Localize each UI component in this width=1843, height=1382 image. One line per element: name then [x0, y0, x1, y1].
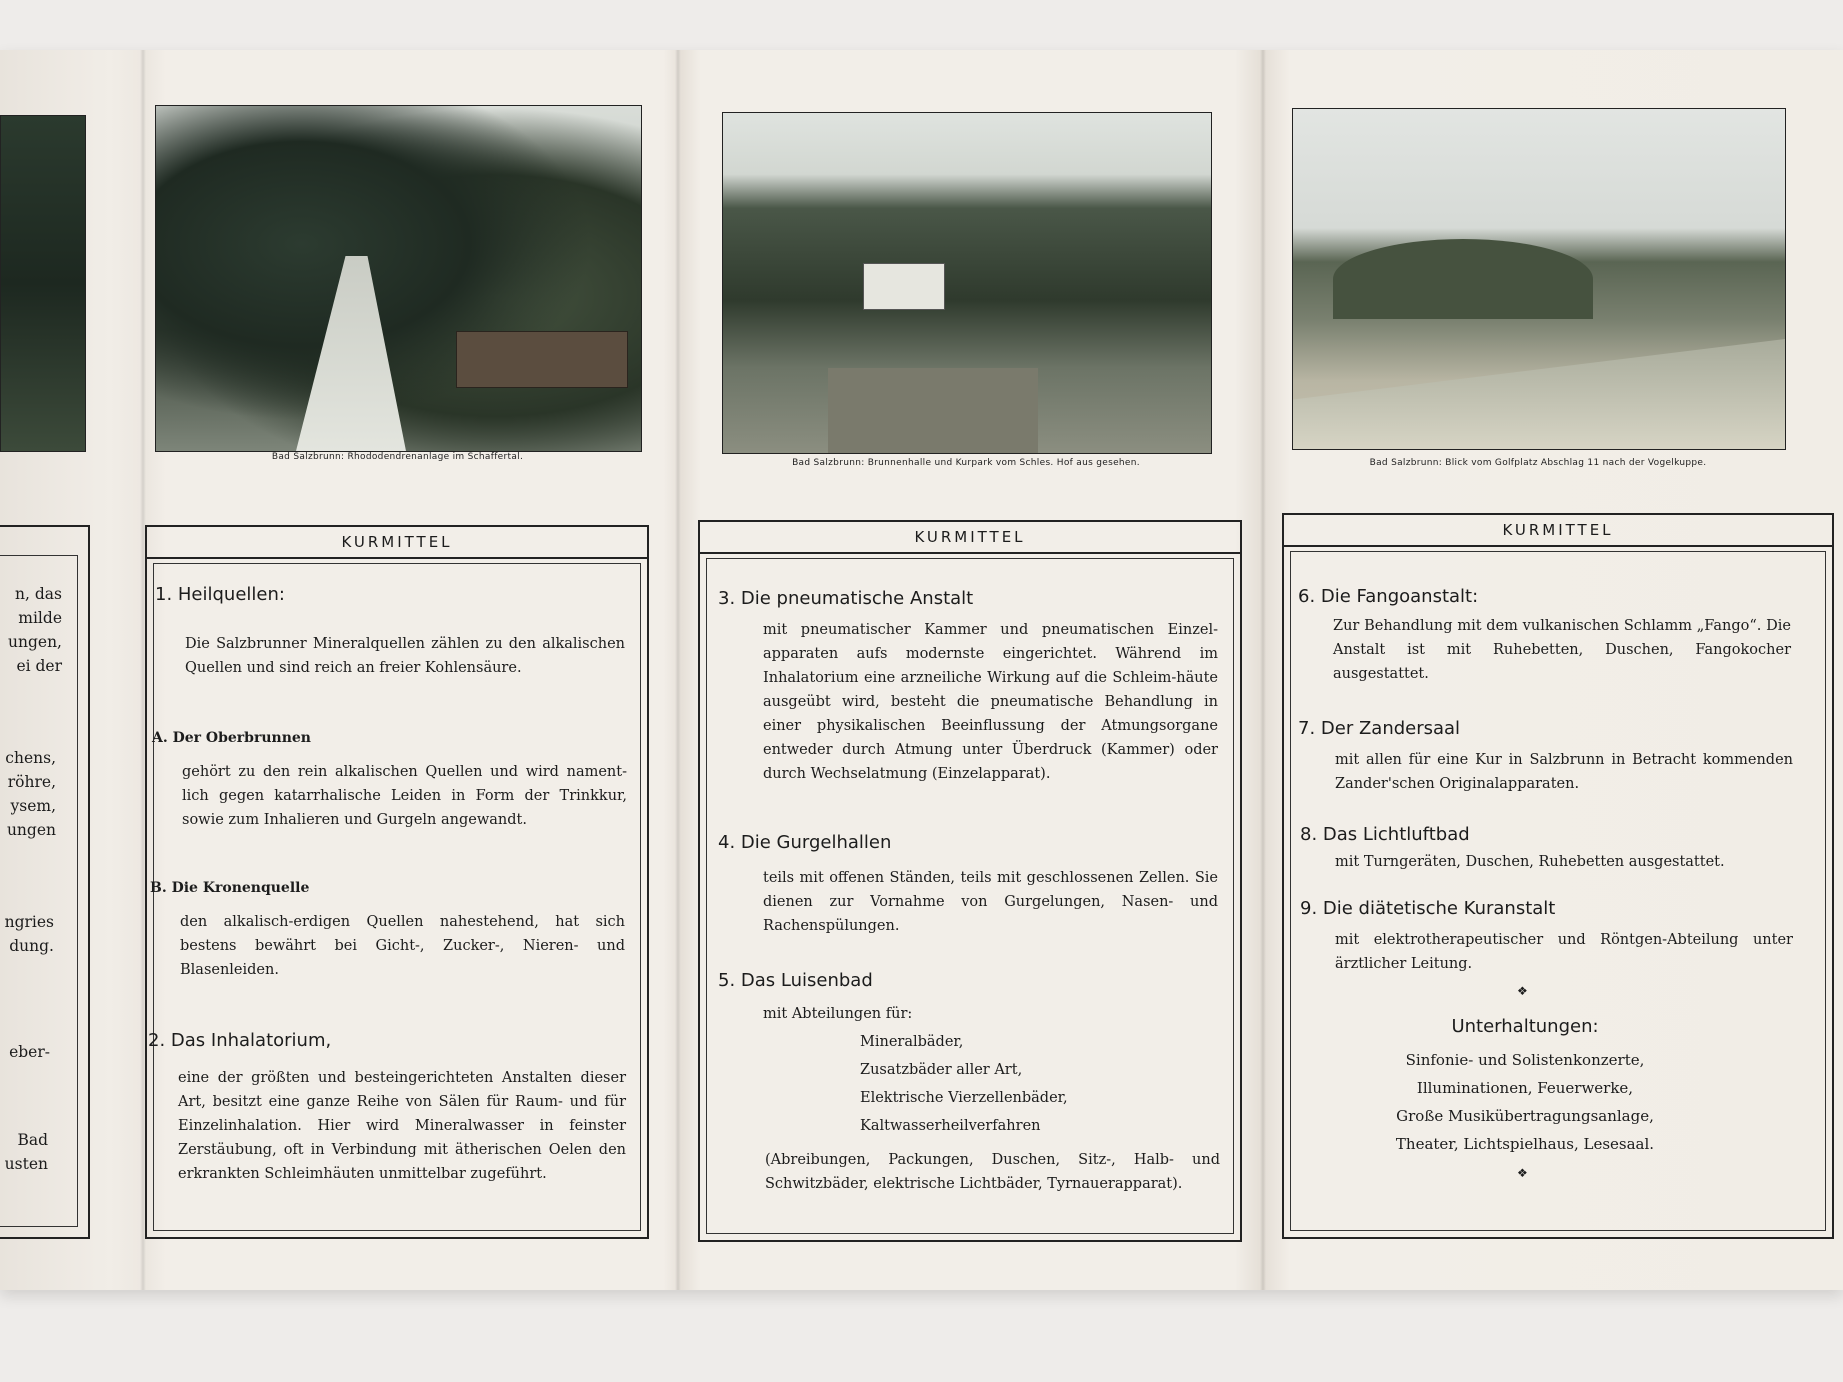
- section-text: mit Turngeräten, Duschen, Ruhebetten ausgestattet.: [1335, 854, 1725, 870]
- subsection-heading: A. Der Oberbrunnen: [152, 730, 311, 746]
- fragment-line: röhre,: [7, 773, 56, 791]
- section-heading: 2. Das Inhalatorium,: [148, 1030, 332, 1051]
- entertainment-line: Sinfonie- und Solistenkonzerte,: [1405, 1051, 1645, 1069]
- ornament-icon: ❖: [1517, 1166, 1528, 1180]
- section-text: (Abreibungen, Packungen, Duschen, Sitz-, Halb- und Schwitzbäder, elektrische Lichtbäder, Tyrnauerapparat).: [765, 1152, 1220, 1192]
- fold-line: [1260, 50, 1266, 1290]
- photo-caption: Bad Salzbrunn: Blick vom Golfplatz Abschlag 11 nach der Vogelkuppe.: [1369, 458, 1707, 468]
- section-heading: 4. Die Gurgelhallen: [718, 832, 892, 853]
- ornament-icon: ❖: [1517, 984, 1528, 998]
- photo-brunnenhalle: [722, 112, 1212, 454]
- fragment-line: ngries: [4, 913, 54, 931]
- fragment-line: ungen: [6, 821, 56, 839]
- fragment-line: ungen,: [8, 633, 62, 651]
- section-text: Zur Behandlung mit dem vulkanischen Schlamm „Fango“. Die Anstalt ist mit Ruhebetten, Duschen, Fangokocher ausgestattet.: [1333, 618, 1791, 682]
- section-text: den alkalisch-erdigen Quellen nahestehend, hat sich bestens bewährt bei Gicht-, Zucker-, Nieren- und Blasenleiden.: [180, 914, 625, 978]
- fragment-line: Bad: [17, 1131, 48, 1149]
- subsection-heading: B. Die Kronenquelle: [150, 880, 310, 896]
- fold-line: [675, 50, 681, 1290]
- list-item: Zusatzbäder aller Art,: [860, 1062, 1023, 1078]
- fragment-line: eber-: [9, 1043, 50, 1061]
- section-heading: 3. Die pneumatische Anstalt: [718, 588, 974, 609]
- photo-caption: Bad Salzbrunn: Brunnenhalle und Kurpark vom Schles. Hof aus gesehen.: [792, 458, 1140, 468]
- section-text: Die Salzbrunner Mineralquellen zählen zu den alkalischen Quellen und sind reich an freier Kohlensäure.: [185, 636, 625, 676]
- fragment-line: chens,: [5, 749, 56, 767]
- section-heading: 9. Die diätetische Kuranstalt: [1300, 898, 1556, 919]
- section-text: mit Abteilungen für:: [763, 1006, 913, 1022]
- list-item: Kaltwasserheilverfahren: [860, 1118, 1041, 1134]
- panel-title: KURMITTEL: [1284, 515, 1832, 547]
- panel-title: KURMITTEL: [147, 527, 647, 559]
- panel-title: KURMITTEL: [700, 522, 1240, 554]
- section-heading: 7. Der Zandersaal: [1298, 718, 1461, 739]
- section-text: mit elektrotherapeutischer und Röntgen-Abteilung unter ärztlicher Leitung.: [1335, 932, 1793, 972]
- section-text: mit allen für eine Kur in Salzbrunn in Betracht kommenden Zander'schen Originalapparaten.: [1335, 752, 1793, 792]
- fragment-line: usten: [4, 1155, 48, 1173]
- entertainment-line: Theater, Lichtspielhaus, Lesesaal.: [1395, 1135, 1655, 1153]
- fragment-line: milde: [18, 609, 62, 627]
- entertainment-heading: Unterhaltungen:: [1451, 1016, 1599, 1037]
- section-heading: 8. Das Lichtluftbad: [1300, 824, 1470, 845]
- section-text: mit pneumatischer Kammer und pneumatischen Einzel-apparaten aufs modernste eingerichtet. Während im Inhalatorium eine arzneiliche Wirkung auf die Schleim-häute ausgeübt wird, besteht die pneumatische Behandlung in einer physikalischen Beeinflussung der Atmungsorgane entweder durch Atmung unter Überdruck (Kammer) oder durch Wechselatmung (Einzelapparat).: [763, 622, 1218, 782]
- fragment-line: ysem,: [10, 797, 56, 815]
- photo-golfplatz-view: [1292, 108, 1786, 450]
- fragment-line: dung.: [9, 937, 54, 955]
- section-heading: 6. Die Fangoanstalt:: [1298, 586, 1479, 607]
- section-text: teils mit offenen Ständen, teils mit geschlossenen Zellen. Sie dienen zur Vornahme von Gurgelungen, Nasen- und Rachenspülungen.: [763, 870, 1218, 934]
- list-item: Elektrische Vierzellenbäder,: [860, 1090, 1068, 1106]
- section-text: eine der größten und besteingerichteten Anstalten dieser Art, besitzt eine ganze Reihe von Sälen für Raum- und für Einzelinhalation. Hier wird Mineralwasser in feinster Zerstäubung, oft in Verbindung mit ätherischen Oelen den erkrankten Schleimhäuten unmittelbar zugeführt.: [178, 1070, 626, 1182]
- fragment-line: n, das: [15, 585, 62, 603]
- section-heading: 1. Heilquellen:: [155, 584, 285, 605]
- entertainment-line: Illuminationen, Feuerwerke,: [1416, 1079, 1634, 1097]
- section-text: gehört zu den rein alkalischen Quellen und wird nament-lich gegen katarrhalische Leiden in Form der Trinkkur, sowie zum Inhalieren und Gurgeln angewandt.: [182, 764, 627, 828]
- photo-fragment-left: [0, 115, 86, 452]
- entertainment-line: Große Musikübertragungsanlage,: [1396, 1107, 1654, 1125]
- section-heading: 5. Das Luisenbad: [718, 970, 873, 991]
- list-item: Mineralbäder,: [860, 1034, 964, 1050]
- fragment-line: ei der: [16, 657, 62, 675]
- photo-rhododendron-path: [155, 105, 642, 452]
- photo-caption: Bad Salzbrunn: Rhododendrenanlage im Schaffertal.: [271, 452, 524, 462]
